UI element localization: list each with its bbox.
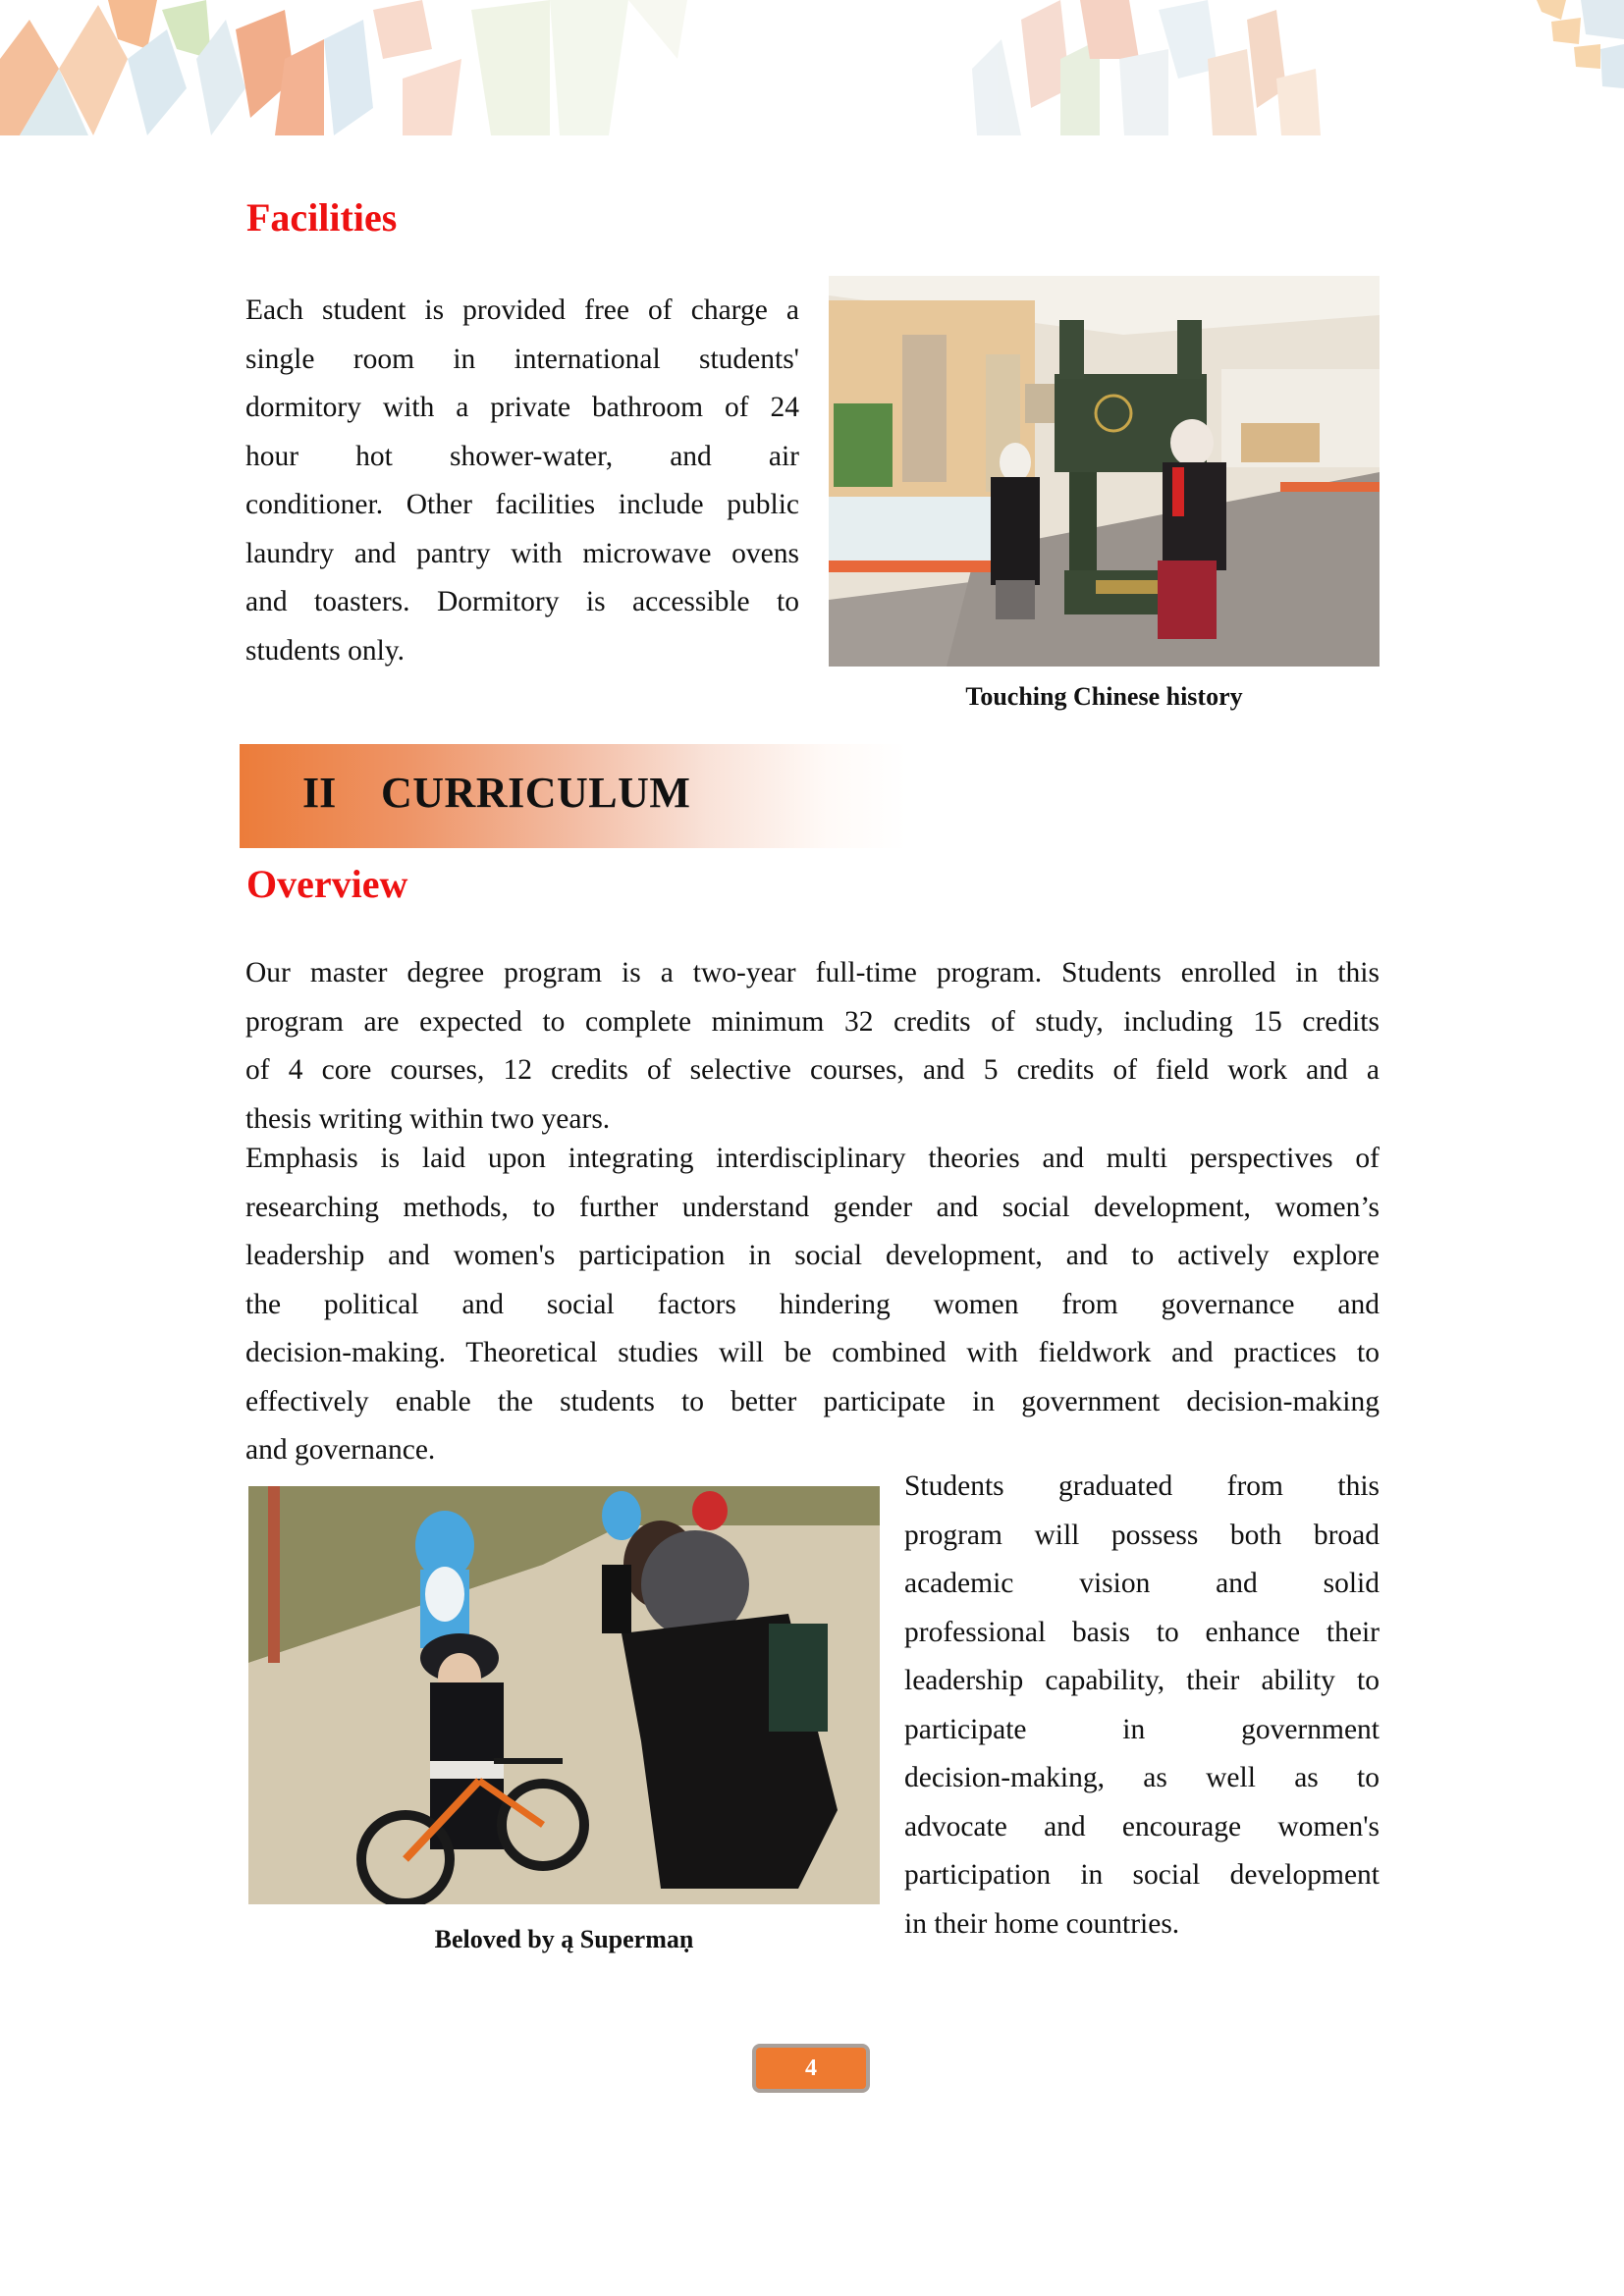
paragraph-line: program will possess both broad bbox=[904, 1519, 1380, 1551]
paragraph-line: students only. bbox=[245, 634, 405, 667]
paragraph-line: in their home countries. bbox=[904, 1907, 1180, 1940]
paragraph-line: decision-making. Theoretical studies will be combined with fieldwork and practices to bbox=[245, 1337, 1380, 1368]
paragraph-line: and toasters. Dormitory is accessible to bbox=[245, 586, 799, 617]
bicycle-photo-caption: Beloved by ą Supermaṇ bbox=[434, 1925, 694, 1953]
page-number-badge: 4 bbox=[752, 2044, 870, 2093]
bicycle-photo bbox=[248, 1486, 880, 1904]
paragraph-line: of 4 core courses, 12 credits of selective courses, and 5 credits of field work and a bbox=[245, 1054, 1380, 1086]
decorative-header-banner bbox=[0, 0, 1624, 135]
paragraph-line: professional basis to enhance their bbox=[904, 1616, 1380, 1648]
paragraph-line: Students graduated from this bbox=[904, 1470, 1380, 1502]
paragraph-line: thesis writing within two years. bbox=[245, 1102, 611, 1135]
paragraph-line: Emphasis is laid upon integrating interdisciplinary theories and multi perspectives of bbox=[245, 1143, 1380, 1174]
paragraph-line: effectively enable the students to better participate in government decision-making bbox=[245, 1385, 1380, 1417]
overview-paragraph-1 bbox=[245, 949, 1380, 1144]
overview-paragraph-2 bbox=[245, 1135, 1380, 1475]
section-number: II bbox=[302, 769, 337, 817]
museum-photo bbox=[829, 276, 1380, 667]
paragraph-line: participation in social development bbox=[904, 1859, 1380, 1891]
facilities-paragraph bbox=[245, 287, 799, 675]
section-title: CURRICULUM bbox=[381, 769, 691, 817]
paragraph-line: decision-making, as well as to bbox=[904, 1762, 1380, 1793]
paragraph-line: the political and social factors hindering women from governance and bbox=[245, 1288, 1380, 1320]
paragraph-line: Each student is provided free of charge a bbox=[245, 294, 799, 326]
paragraph-line: advocate and encourage women's bbox=[904, 1810, 1380, 1842]
overview-paragraph-3 bbox=[904, 1463, 1380, 1949]
paragraph-line: Our master degree program is a two-year full-time program. Students enrolled in this bbox=[245, 957, 1380, 988]
paragraph-line: and governance. bbox=[245, 1434, 436, 1466]
overview-heading: Overview bbox=[246, 862, 408, 906]
paragraph-line: researching methods, to further understand gender and social development, women’s bbox=[245, 1191, 1380, 1223]
paragraph-line: laundry and pantry with microwave ovens bbox=[245, 537, 799, 569]
paragraph-line: hour hot shower-water, and air bbox=[245, 440, 799, 472]
paragraph-line: single room in international students' bbox=[245, 343, 799, 375]
paragraph-line: program are expected to complete minimum 32 credits of study, including 15 credits bbox=[245, 1005, 1380, 1038]
section-header-bar bbox=[240, 744, 907, 848]
paragraph-line: academic vision and solid bbox=[904, 1568, 1380, 1599]
facilities-heading: Facilities bbox=[246, 195, 398, 240]
paragraph-line: conditioner. Other facilities include public bbox=[245, 489, 799, 520]
paragraph-line: participate in government bbox=[904, 1713, 1380, 1745]
paragraph-line: leadership capability, their ability to bbox=[904, 1665, 1380, 1696]
paragraph-line: dormitory with a private bathroom of 24 bbox=[245, 392, 799, 423]
paragraph-line: leadership and women's participation in social development, and to actively explore bbox=[245, 1240, 1380, 1271]
museum-photo-caption: Touching Chinese history bbox=[965, 682, 1243, 711]
